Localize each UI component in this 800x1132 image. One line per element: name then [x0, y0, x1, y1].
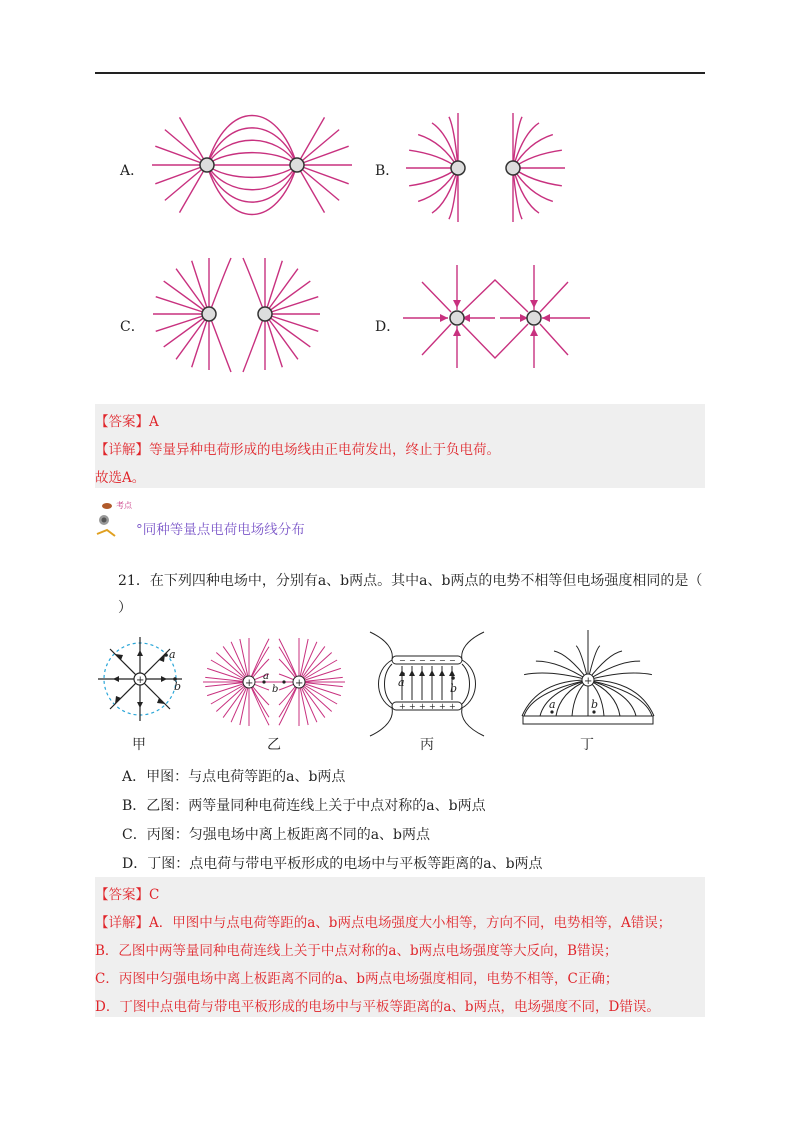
- label-b: b: [174, 680, 182, 693]
- plus-sign: +: [419, 702, 426, 711]
- minus-sign: −: [399, 656, 406, 665]
- option-c: C．丙图：匀强电场中离上板距离不同的a、b两点: [122, 827, 431, 843]
- answer-box-q21: [95, 877, 705, 1017]
- detail-line-d: D．丁图中点电荷与带电平板形成的电场中与平板等距离的a、b两点，电场强度不同，D错误。: [95, 999, 660, 1015]
- label-a: a: [398, 676, 405, 689]
- option-c-label: C．: [120, 319, 145, 335]
- caption-bing: 丙: [420, 737, 434, 753]
- point-b: [282, 680, 285, 683]
- detail-line-b: B．乙图中两等量同种电荷连线上关于中点对称的a、b两点电场强度等大反向，B错误；: [95, 943, 618, 959]
- figure-jia: [95, 634, 185, 726]
- figure-b: [400, 110, 570, 225]
- option-d-label: D．: [375, 319, 401, 335]
- detail-line-a: 【详解】A．甲图中与点电荷等距的a、b两点电场强度大小相等，方向不同，电势相等，A错误；: [95, 915, 672, 931]
- minus-sign: −: [439, 656, 446, 665]
- minus-sign: −: [409, 656, 416, 665]
- label-b: b: [450, 682, 458, 695]
- kaodian-text: °同种等量点电荷电场线分布: [136, 522, 305, 538]
- plus-sign: +: [136, 675, 145, 686]
- option-a-label: A．: [120, 163, 145, 179]
- point-b: [451, 676, 455, 680]
- plus-sign: +: [429, 702, 436, 711]
- charge-right: [258, 307, 272, 321]
- point-a: [164, 653, 168, 657]
- plus-sign: +: [449, 702, 456, 711]
- figure-d: [400, 260, 595, 372]
- figure-c-like-charges: [150, 255, 320, 375]
- label-a: a: [263, 671, 269, 682]
- caption-jia: 甲: [132, 737, 146, 753]
- charge-left: [451, 161, 465, 175]
- option-d: D．丁图：点电荷与带电平板形成的电场中与平板等距离的a、b两点: [122, 856, 543, 872]
- question-21-stem: 21．在下列四种电场中，分别有a、b两点。其中a、b两点的电势不相等但电场强度相同的是（: [118, 573, 703, 589]
- kaodian-icon: [95, 496, 135, 538]
- minus-sign: −: [419, 656, 426, 665]
- detail-line-c: C．丙图中匀强电场中离上板距离不同的a、b两点电场强度相同，电势不相等，C正确；: [95, 971, 619, 987]
- option-b-label: B．: [375, 163, 400, 179]
- minus-sign: −: [429, 656, 436, 665]
- detail-line: 【详解】等量异种电荷形成的电场线由正电荷发出，终止于负电荷。: [95, 442, 500, 458]
- caption-yi: 乙: [267, 737, 281, 753]
- charge-negative: [290, 158, 304, 172]
- figure-yi: [203, 634, 345, 729]
- plus-sign: +: [399, 702, 406, 711]
- charge-right: [506, 161, 520, 175]
- label-b: b: [272, 684, 279, 695]
- answer-line: 【答案】A: [95, 414, 159, 430]
- figure-a-opposite-charges: [150, 98, 365, 228]
- minus-sign: −: [449, 656, 456, 665]
- charge-left: [202, 307, 216, 321]
- label-a: a: [549, 698, 556, 711]
- charge-left: [450, 311, 464, 325]
- conclusion-line: 故选A。: [95, 470, 146, 486]
- question-21-stem-cont: ）: [118, 600, 132, 616]
- option-b: B．乙图：两等量同种电荷连线上关于中点对称的a、b两点: [122, 798, 486, 814]
- figure-bing: [362, 630, 492, 738]
- plus-sign-right: +: [295, 678, 304, 689]
- charge-positive: [200, 158, 214, 172]
- kaodian-icon-text: 考点: [116, 501, 132, 510]
- answer-box-q20: [95, 404, 705, 488]
- plus-sign-left: +: [245, 678, 254, 689]
- option-a: A．甲图：与点电荷等距的a、b两点: [122, 769, 346, 785]
- label-b: b: [591, 698, 599, 711]
- plus-sign: +: [439, 702, 446, 711]
- figure-ding: [518, 628, 660, 730]
- caption-ding: 丁: [580, 737, 594, 753]
- answer-line: 【答案】C: [95, 887, 160, 903]
- plus-sign: +: [409, 702, 416, 711]
- plus-sign: +: [584, 676, 593, 687]
- header-rule: [95, 72, 705, 74]
- label-a: a: [169, 648, 176, 661]
- kaodian-topic: 同种等量点电荷电场线分布: [142, 522, 305, 538]
- charge-right: [527, 311, 541, 325]
- charged-plate: [523, 716, 653, 724]
